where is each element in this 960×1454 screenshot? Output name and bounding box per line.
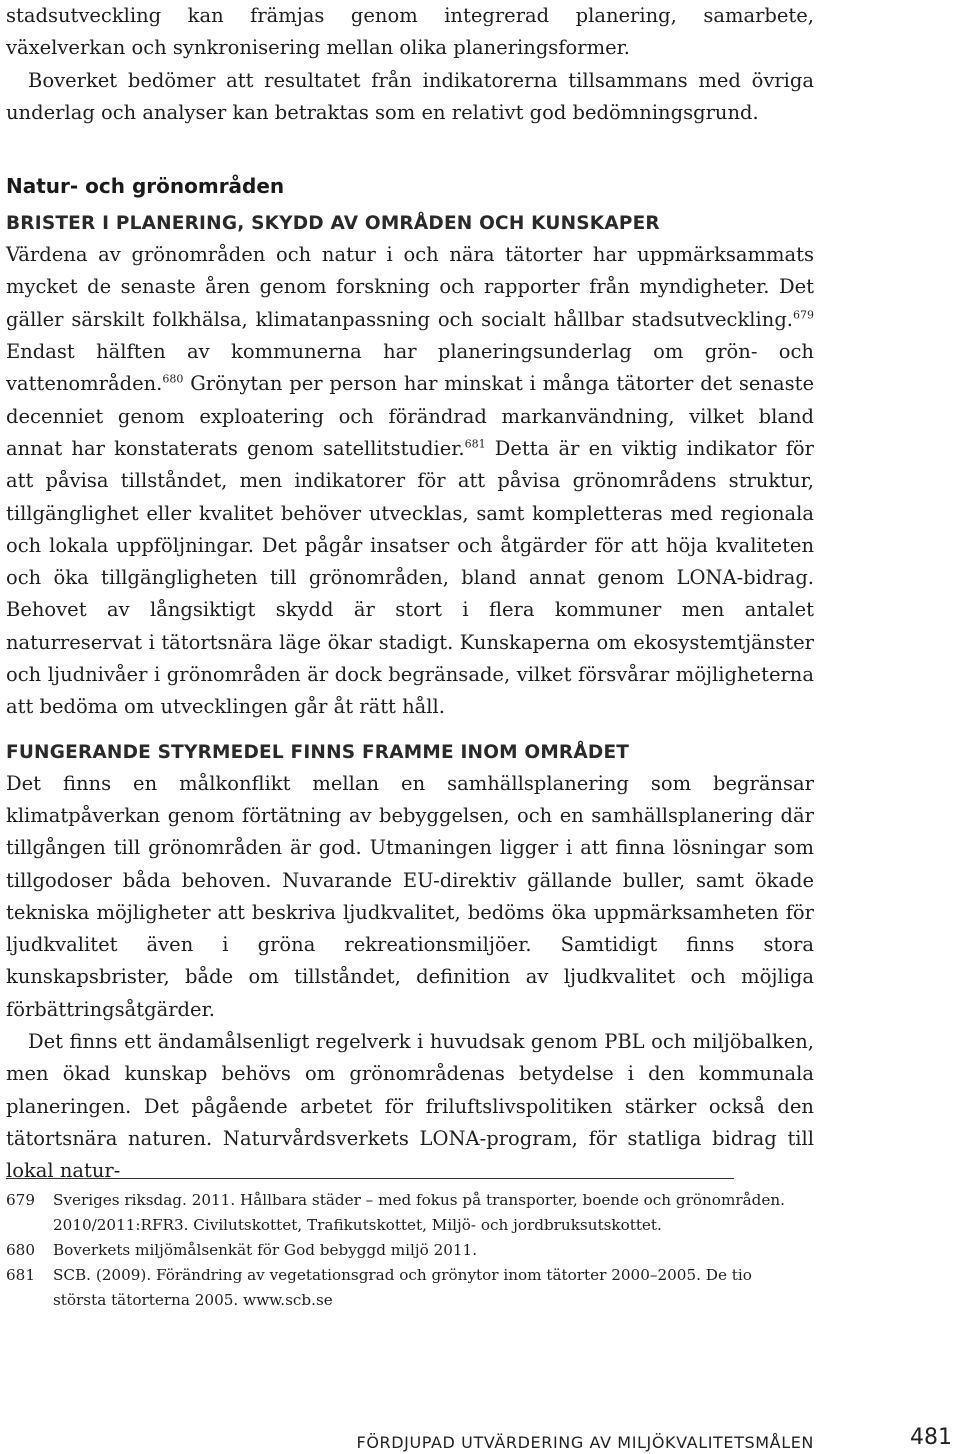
paragraph-brister <box>6 239 814 723</box>
text-segment: Endast hälften av kommunerna har planeringsunderlag om grön- och vattenområden. <box>6 340 814 396</box>
text-segment: Detta är en viktig indikator för att påvisa tillståndet, men indikatorer för att påvisa grönområdens struktur, tillgänglighet eller kvalitet behöver utvecklas, samt kompletteras med regionala och lokala uppföljningar. Det pågår insatser och åtgärder för att höja kvaliteten och öka tillgängligheten till grönområden, bland annat genom LONA-bidrag. Behovet av långsiktigt skydd är stort i flera kommuner men antalet naturreservat i tätortsnära läge ökar stadigt. Kunskaperna om ekosystemtjänster och ljudnivåer i grönområden är dock begränsade, vilket försvårar möjligheterna att bedöma om utvecklingen går åt rätt håll. <box>6 436 814 719</box>
running-footer-title: FÖRDJUPAD UTVÄRDERING AV MILJÖKVALITETSMÅLEN <box>356 1433 814 1452</box>
paragraph-regelverk: Det finns ett ändamålsenligt regelverk i huvudsak genom PBL och miljöbalken, men ökad kunskap behövs om grönområdenas betydelse i den kommunala planeringen. Det pågående arbetet för friluftslivspolitiken stärker också den tätortsnära naturen. Naturvårdsverkets LONA-program, för statliga bidrag till lokal natur- <box>6 1030 814 1183</box>
section-heading: Natur- och grönområden <box>6 174 285 199</box>
footnotes <box>6 1188 806 1313</box>
footnote-681 <box>6 1263 806 1313</box>
footnote-number: 681 <box>6 1266 35 1284</box>
paragraph-malkonflikt: Det finns en målkonflikt mellan en samhällsplanering som begränsar klimatpåverkan genom förtätning av bebyggelsen, och en samhällsplanering där tillgången till grönområden är god. Utmaningen ligger i att finna lösningar som tillgodoser båda behoven. Nuvarande EU-direktiv gällande buller, samt ökade tekniska möjligheter att beskriva ljudkvalitet, bedöms öka uppmärksamheten för ljudkvalitet även i gröna rekreationsmiljöer. Samtidigt finns stora kunskapsbrister, både om tillståndet, definition av ljudkvalitet och möjliga förbättringsåtgärder. <box>6 771 814 1021</box>
text-segment: Värdena av grönområden och natur i och nära tätorter har uppmärksammats mycket de senaste åren genom forskning och rapporter från myndigheter. Det gäller särskilt folkhälsa, klimatanpassning och socialt hållbar stadsutveckling. <box>6 243 814 331</box>
text-segment: Grönytan per person har minskat i många tätorter det senaste decenniet genom exploatering och förändrad markanvändning, vilket bland annat har konstaterats genom satellitstudier. <box>6 372 814 460</box>
footnote-680 <box>6 1238 806 1263</box>
footnote-text: Sveriges riksdag. 2011. Hållbara städer – med fokus på transporter, boende och grönområden. 2010/2011:RFR3. Civilutskottet, Trafikutskottet, Miljö- och jordbruksutskottet. <box>53 1191 785 1234</box>
subheading-styrmedel: FUNGERANDE STYRMEDEL FINNS FRAMME INOM OMRÅDET <box>6 741 630 763</box>
footnote-number: 679 <box>6 1191 35 1209</box>
footnote-ref-681[interactable]: 681 <box>464 437 486 451</box>
footnote-text: Boverkets miljömålsenkät för God bebyggd miljö 2011. <box>53 1241 478 1259</box>
footnote-ref-679[interactable]: 679 <box>793 308 814 322</box>
footnote-679 <box>6 1188 806 1238</box>
footnote-ref-680[interactable]: 680 <box>162 372 184 386</box>
subheading-brister: BRISTER I PLANERING, SKYDD AV OMRÅDEN OCH KUNSKAPER <box>6 213 660 235</box>
page-content <box>6 0 814 1188</box>
intro-paragraph-assessment: Boverket bedömer att resultatet från indikatorerna tillsammans med övriga underlag och analyser kan betraktas som en relativt god bedömningsgrund. <box>6 68 814 124</box>
footnote-number: 680 <box>6 1241 35 1259</box>
page-number: 481 <box>910 1425 952 1450</box>
footnote-divider <box>6 1178 734 1179</box>
intro-paragraph-continued: stadsutveckling kan främjas genom integrerad planering, samarbete, växelverkan och synkronisering mellan olika planeringsformer. <box>6 4 814 60</box>
footnote-text: SCB. (2009). Förändring av vegetationsgrad och grönytor inom tätorter 2000–2005. De tio största tätorterna 2005. www.scb.se <box>53 1266 752 1309</box>
